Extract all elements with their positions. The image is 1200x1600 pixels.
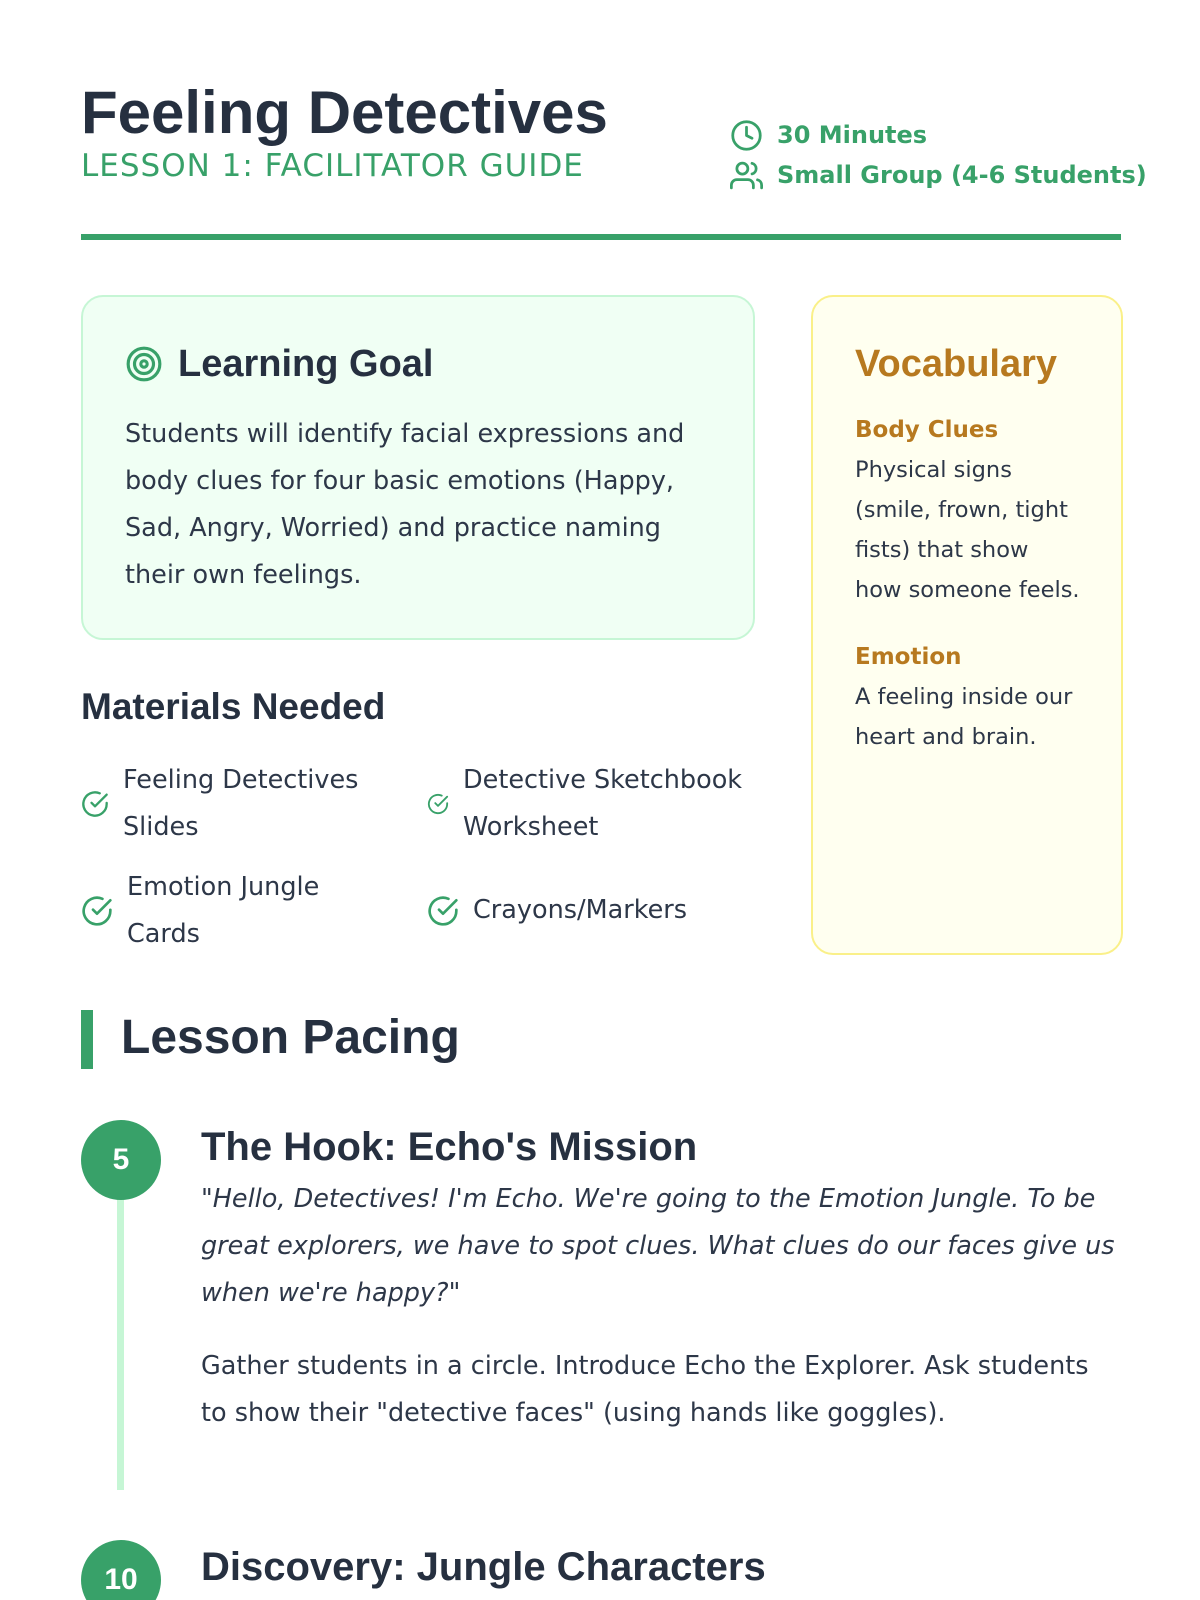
step-title: The Hook: Echo's Mission [201,1125,698,1169]
check-circle-icon [427,895,459,927]
vocabulary-card [811,295,1123,955]
vocabulary-title: Vocabulary [855,343,1058,385]
learning-goal-text: Students will identify facial expressions and body clues for four basic emotions (Happy, Sad, Angry, Worried) and practice naming their own feelings. [125,419,685,590]
step-quote: "Hello, Detectives! I'm Echo. We're going to the Emotion Jungle. To be great explorers, we have to spot clues. What clues do our faces give us when we're happy?" [201,1184,1115,1308]
vocab-definition: A feeling inside our heart and brain. [855,684,1073,750]
lesson-meta [730,115,1147,195]
users-icon [730,159,763,192]
duration-text: 30 Minutes [777,121,928,149]
material-item [81,757,381,851]
header-divider [81,234,1121,240]
material-item [427,887,767,934]
group-size-text: Small Group (4-6 Students) [777,161,1147,189]
page-subtitle: LESSON 1: FACILITATOR GUIDE [81,148,584,184]
group-row [730,155,1147,195]
clock-icon [730,119,763,152]
material-item [427,757,767,851]
vocab-definition: Physical signs (smile, frown, tight fists) that show how someone feels. [855,457,1080,603]
step-description: Gather students in a circle. Introduce Echo the Explorer. Ask students to show their "detective faces" (using hands like goggles). [201,1351,1089,1428]
duration-row [730,115,1147,155]
check-circle-icon [81,895,113,927]
material-label: Detective Sketchbook Worksheet [463,765,743,842]
materials-list [81,757,761,967]
check-circle-icon [81,790,109,818]
step-title: Discovery: Jungle Characters [201,1545,766,1589]
target-icon [125,345,163,383]
learning-goal-card [81,295,755,640]
materials-title: Materials Needed [81,686,386,727]
check-circle-icon [427,793,449,815]
page-title: Feeling Detectives [81,79,608,146]
learning-goal-header [125,339,711,389]
vocab-term: Body Clues [855,417,999,443]
vocab-term: Emotion [855,644,962,670]
learning-goal-title: Learning Goal [178,342,434,385]
pacing-accent-bar [81,1010,93,1069]
timeline-line [117,1160,124,1490]
material-label: Crayons/Markers [473,895,688,925]
material-label: Feeling Detectives Slides [123,765,359,842]
step-minutes-badge: 10 [81,1540,161,1600]
material-label: Emotion Jungle Cards [127,872,320,949]
header [81,79,1147,240]
step-minutes-badge: 5 [81,1120,161,1200]
pacing-title: Lesson Pacing [121,1011,460,1064]
material-item [81,864,381,958]
